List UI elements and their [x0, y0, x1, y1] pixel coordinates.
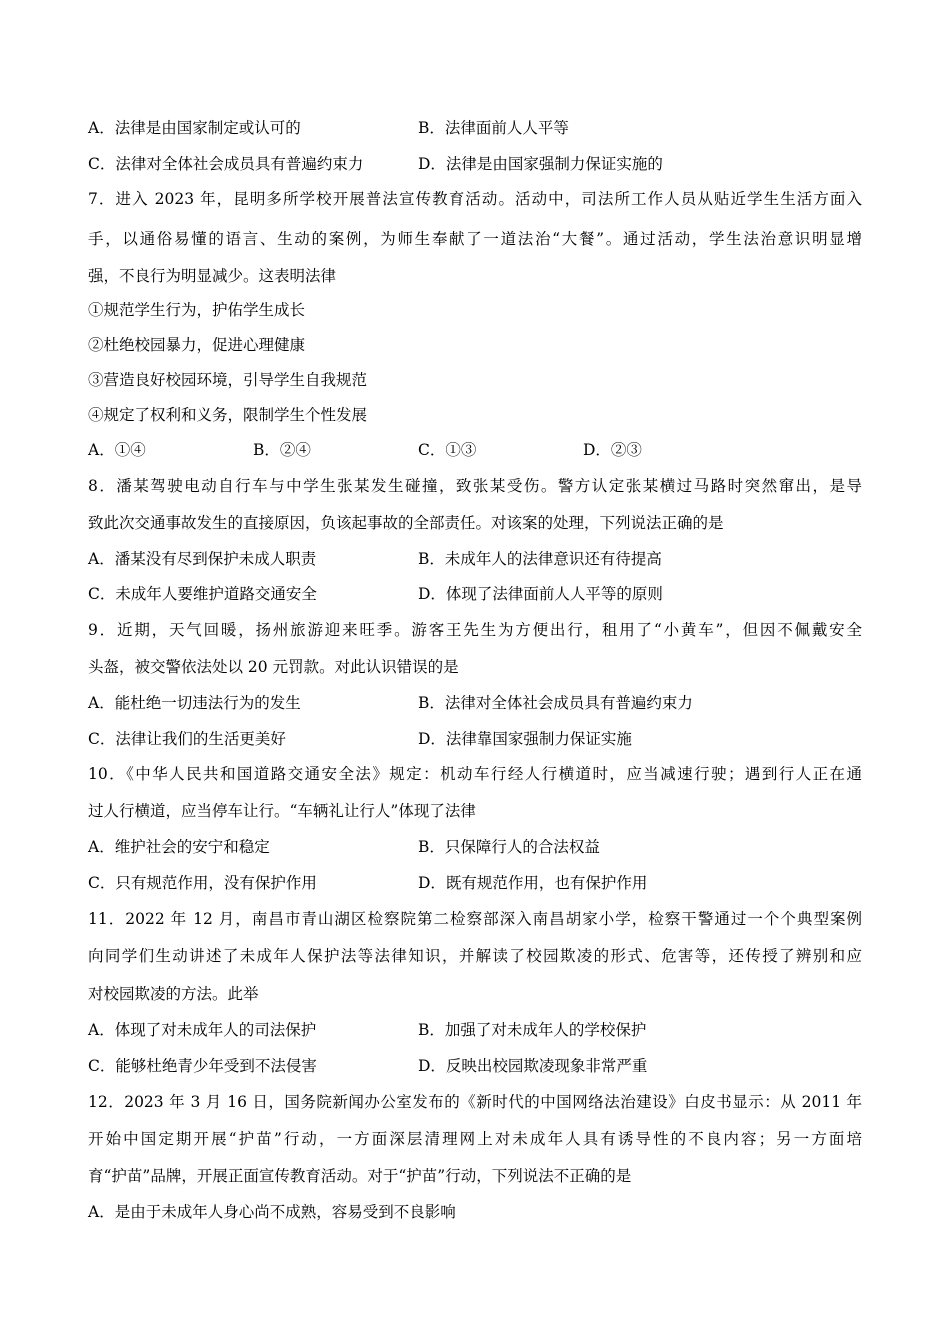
q10-option-d: D．既有规范作用，也有保护作用	[418, 874, 648, 892]
q7-option-c: C．①③	[418, 441, 477, 459]
q8-option-b: B．未成年人的法律意识还有待提高	[418, 550, 662, 568]
q6-option-c: C．法律对全体社会成员具有普遍约束力	[88, 155, 364, 173]
q7-option-d: D．②③	[583, 441, 642, 459]
q6-option-d: D．法律是由国家强制力保证实施的	[418, 155, 663, 173]
q8-option-a: A．潘某没有尽到保护未成人职责	[88, 550, 317, 568]
q9-option-b: B．法律对全体社会成员具有普遍约束力	[418, 694, 693, 712]
q11-option-b: B．加强了对未成年人的学校保护	[418, 1021, 647, 1039]
q9-stem-line-1: 9．近期，天气回暖，扬州旅游迎来旺季。游客王先生为方便出行，租用了“小黄车”，但因不佩戴安全	[88, 621, 862, 639]
q7-item-3: ③营造良好校园环境，引导学生自我规范	[88, 371, 368, 389]
q12-stem-line-1: 12．2023 年 3 月 16 日，国务院新闻办公室发布的《新时代的中国网络法治建设》白皮书显示：从 2011 年	[88, 1093, 862, 1111]
q11-option-a: A．体现了对未成年人的司法保护	[88, 1021, 317, 1039]
q7-stem-line-3: 强，不良行为明显减少。这表明法律	[88, 267, 337, 285]
q11-stem-line-3: 对校园欺凌的方法。此举	[88, 985, 259, 1003]
q10-stem-line-2: 过人行横道，应当停车让行。“车辆礼让行人”体现了法律	[88, 802, 476, 820]
q10-option-b: B．只保障行人的合法权益	[418, 838, 600, 856]
q12-stem-line-3: 育“护苗”品牌，开展正面宣传教育活动。对于“护苗”行动，下列说法不正确的是	[88, 1167, 632, 1185]
q9-stem-line-2: 头盔，被交警依法处以 20 元罚款。对此认识错误的是	[88, 658, 459, 676]
q9-option-c: C．法律让我们的生活更美好	[88, 730, 286, 748]
q7-stem-line-1: 7．进入 2023 年，昆明多所学校开展普法宣传教育活动。活动中，司法所工作人员从贴近学生生活方面入	[88, 190, 862, 208]
q6-option-b: B．法律面前人人平等	[418, 119, 569, 137]
q7-stem-line-2: 手，以通俗易懂的语言、生动的案例，为师生奉献了一道法治“大餐”。通过活动，学生法治意识明显增	[88, 230, 862, 248]
q7-item-4: ④规定了权利和义务，限制学生个性发展	[88, 406, 368, 424]
q8-option-c: C．未成年人要维护道路交通安全	[88, 585, 317, 603]
q7-item-2: ②杜绝校园暴力，促进心理健康	[88, 336, 306, 354]
q11-option-d: D．反映出校园欺凌现象非常严重	[418, 1057, 648, 1075]
q7-option-b: B．②④	[253, 441, 311, 459]
q11-option-c: C．能够杜绝青少年受到不法侵害	[88, 1057, 317, 1075]
q7-item-1: ①规范学生行为，护佑学生成长	[88, 301, 306, 319]
q8-stem-line-2: 致此次交通事故发生的直接原因，负该起事故的全部责任。对该案的处理，下列说法正确的是	[88, 514, 724, 532]
q9-option-d: D．法律靠国家强制力保证实施	[418, 730, 632, 748]
q11-stem-line-1: 11．2022 年 12 月，南昌市青山湖区检察院第二检察部深入南昌胡家小学，检察干警通过一个个典型案例	[88, 910, 862, 928]
q10-option-c: C．只有规范作用，没有保护作用	[88, 874, 317, 892]
q8-stem-line-1: 8．潘某驾驶电动自行车与中学生张某发生碰撞，致张某受伤。警方认定张某横过马路时突然窜出，是导	[88, 477, 862, 495]
q11-stem-line-2: 向同学们生动讲述了未成年人保护法等法律知识，并解读了校园欺凌的形式、危害等，还传授了辨别和应	[88, 947, 862, 965]
q7-option-a: A．①④	[88, 441, 146, 459]
q12-option-a: A．是由于未成年人身心尚不成熟，容易受到不良影响	[88, 1203, 456, 1221]
q12-stem-line-2: 开始中国定期开展“护苗”行动，一方面深层清理网上对未成年人具有诱导性的不良内容；另一方面培	[88, 1130, 862, 1148]
q8-option-d: D．体现了法律面前人人平等的原则	[418, 585, 663, 603]
q10-option-a: A．维护社会的安宁和稳定	[88, 838, 270, 856]
q6-option-a: A．法律是由国家制定或认可的	[88, 119, 301, 137]
q10-stem-line-1: 10．《中华人民共和国道路交通安全法》规定：机动车行经人行横道时，应当减速行驶；遇到行人正在通	[88, 765, 862, 783]
q9-option-a: A．能杜绝一切违法行为的发生	[88, 694, 301, 712]
